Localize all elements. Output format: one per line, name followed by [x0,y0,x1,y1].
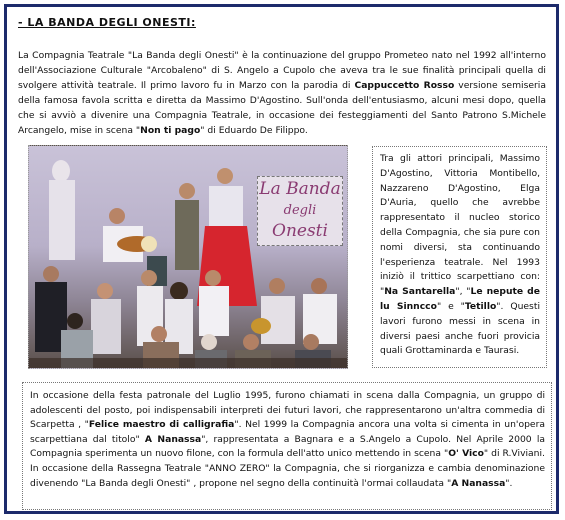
side-text-1: Tra gli attori principali, Massimo D'Agostino, Vittoria Montibello, Nazzareno D'Agostino, Elga D'Auria, quello che avrebbe rappresentato il nucleo storico della Compagnia, che sia pure con nomi diversi, sta continuando l'esperienza teatrale. Nel 1993 iniziò il trittico scarpettiano con: " [380,153,540,298]
bottom-bold-2: A Nanassa [144,433,202,445]
intro-text-3: " di Eduardo De Filippo. [200,125,308,136]
sign-line-2: degli [283,203,317,218]
bottom-bold-4: A Nanassa [451,477,506,489]
troupe-photo [28,145,348,369]
sign-line-1: La Banda [259,179,341,199]
side-text-3: " e " [436,300,465,312]
history-box [22,382,552,510]
actors-box [372,146,547,368]
intro-bold-1: Cappuccetto Rosso [354,80,455,91]
intro-text-2: versione semiseria della famosa favola scritta e diretta da Massimo D'Agostino. Sull'onda dell'entusiasmo, alcuni mesi dopo, quella che si avviò a divenire una Compagnia Teatrale, in occasione dei festeggiamenti del Santo Patrono S.Michele Arcangelo, mise in scena " [18,80,546,136]
intro-paragraph [18,48,546,138]
side-text-4: ". Questi lavori furono messi in scena in diversi paesi anche fuori provicia quali Grottaminarda e Taurasi. [380,300,540,357]
bottom-bold-3: O' Vico [448,448,484,460]
bottom-text-1: In occasione della festa patronale del Luglio 1995, furono chiamati in scena dalla Compagnia, un gruppo di adolescenti del posto, poi indispensabili interpreti dei futuri lavori, che rappresentarono un'altra commedia di Scarpetta , " [30,390,545,431]
side-bold-1: Na Santarella [384,286,456,298]
intro-bold-2: Non ti pago [140,125,201,136]
bottom-text-2: ". Nel 1999 la Compagnia ancora una volta si cimenta in un'opera scarpettiana dal titolo" [30,419,545,445]
side-bold-3: Tetillo [464,300,497,312]
sign-line-3: Onesti [272,221,328,241]
photo-sign [257,176,343,246]
bottom-text-3: ", rappresentata a Bagnara e a S.Angelo a Cupolo. Nel Aprile 2000 la Compagnia sperimenta un nuovo filone, con la formula dell'atto unico mettendo in scena " [30,433,545,460]
bottom-text-5: ". [505,477,513,489]
side-text-2: ", " [455,286,471,298]
bottom-bold-1: Felice maestro di calligrafia [88,419,235,431]
intro-text-1: La Compagnia Teatrale "La Banda degli Onesti" è la continuazione del gruppo Prometeo nato nel 1992 all'interno dell'Associazione Culturale "Arcobaleno" di S. Angelo a Cupolo che aveva tra le sue finalità principali quella di svolgere attività teatrale. Il primo lavoro fu in Marzo con la parodia di [18,50,546,91]
bottom-text-4: " di R.Viviani. In occasione della Rassegna Teatrale "ANNO ZERO" la Compagnia, che si riorganizza e cambia denominazione divenendo "La Banda degli Onesti" , propone nel segno della continuità l'ormai collaudata " [30,448,545,489]
page-title: - LA BANDA DEGLI ONESTI: [18,16,196,29]
side-bold-2: Le nepute de lu Sinncco [380,286,540,312]
